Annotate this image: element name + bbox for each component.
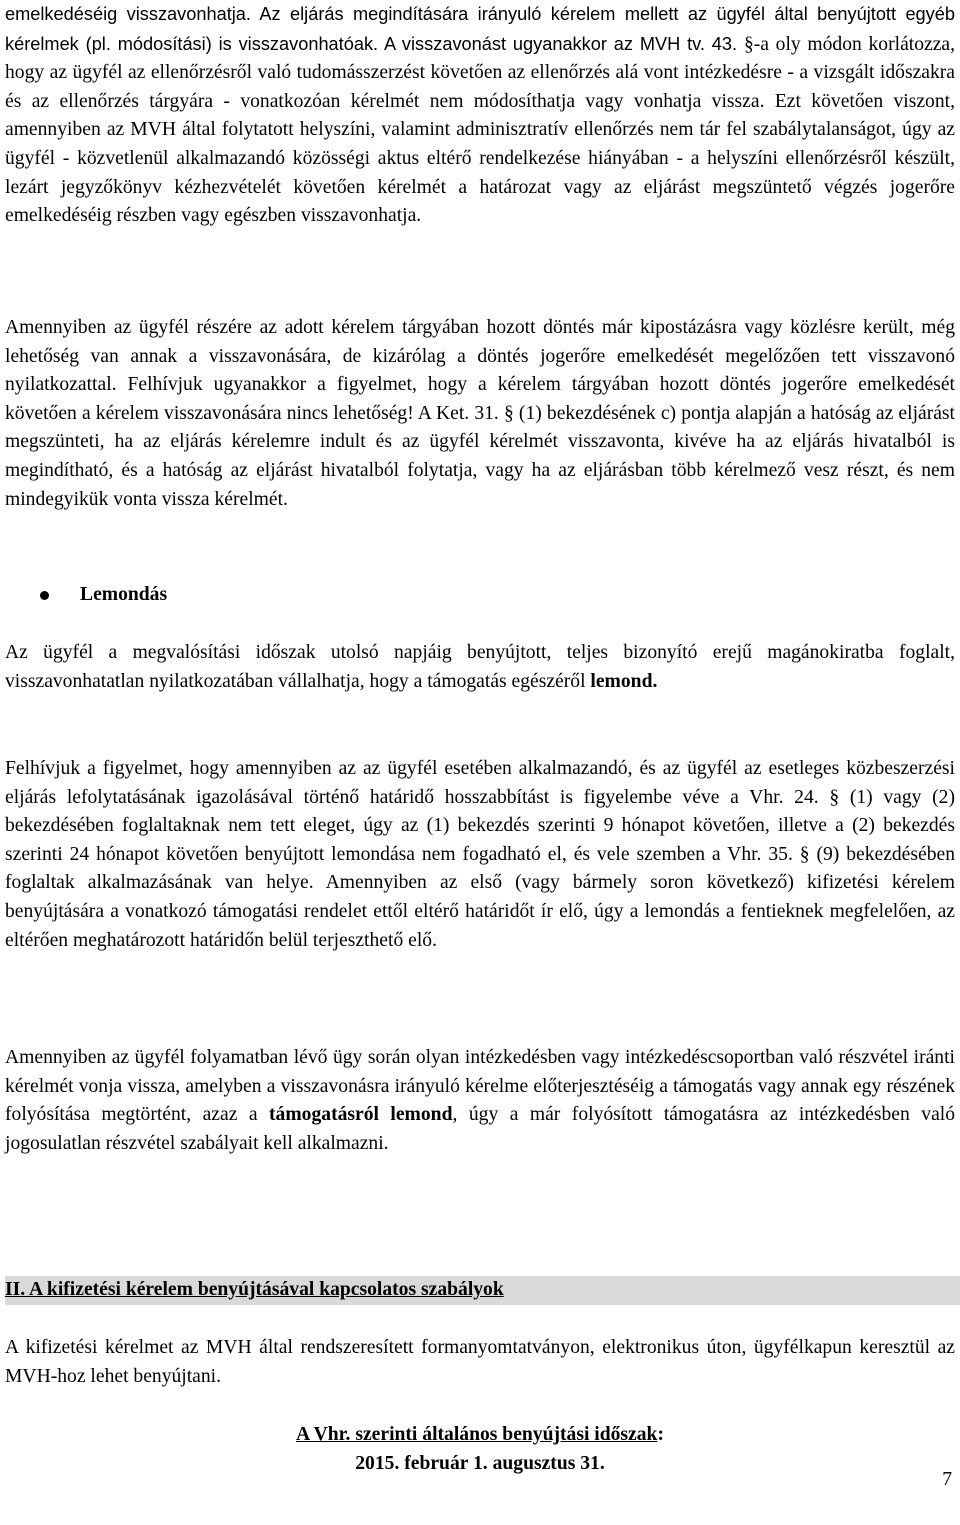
vhr-period-heading-text: A Vhr. szerinti általános benyújtási időszak (296, 1424, 658, 1445)
bullet-dot-icon (40, 591, 49, 600)
bullet-heading-lemondas (5, 581, 955, 610)
paragraph-text-arial: emelkedéséig visszavonhatja. Az eljárás megindítására irányuló kérelem mellett az ügyfél által benyújtott egyéb kérelmek (pl. módosítási) is visszavonhatóak. A visszavonást ugyanakkor az MVH tv. 43. (5, 4, 955, 54)
page-number: 7 (942, 1469, 952, 1490)
bold-period: . (652, 670, 658, 692)
paragraph-tamogatasrol-lemond (5, 1044, 955, 1158)
section-heading-title: II. A kifizetési kérelem benyújtásával kapcsolatos szabályok (5, 1279, 504, 1300)
paragraph-lemondas (5, 639, 955, 696)
paragraph-text: Amennyiben az ügyfél folyamatban lévő ügy során olyan intézkedésben vagy intézkedéscsoportban való részvétel iránti kérelmét vonja vissza, amelyben a visszavonásra irányuló kérelme előterjesztéséig a támogatás vagy annak egy részének folyósítása megtörtént, azaz a (5, 1047, 955, 1126)
paragraph-figyelmeztetes: Felhívjuk a figyelmet, hogy amennyiben az az ügyfél esetében alkalmazandó, és az ügyfél az esetleges közbeszerzési eljárás lefolytatásának igazolásával történő határidő hosszabbítást is figyelembe véve a Vhr. 24. § (1) vagy (2) bekezdésében foglaltaknak nem tett eleget, úgy az (1) bekezdés szerinti 9 hónapot követően, illetve a (2) bekezdés szerinti 24 hónapot követően benyújtott lemondása nem fogadható el, és vele szemben a Vhr. 35. § (9) bekezdésében foglaltak alkalmazásának van helye. Amennyiben az első (vagy bármely soron következő) kifizetési kérelem benyújtására a vonatkozó támogatási rendelet ettől eltérő határidőt ír elő, úgy a lemondás a fentieknek megfelelően, az eltérően meghatározott határidőn belül terjeszthető elő. (5, 758, 955, 951)
section-heading-ii (5, 1276, 960, 1305)
bold-term-lemond: lemond (590, 670, 653, 692)
paragraph-dontes-visszavonas: Amennyiben az ügyfél részére az adott kérelem tárgyában hozott döntés már kipostázásra vagy közlésre került, még lehetőség van annak a visszavonására, de kizárólag a döntés jogerőre emelkedését megelőzően tett visszavonó nyilatkozattal. Felhívjuk ugyanakkor a figyelmet, hogy a kérelem tárgyában hozott döntés jogerőre emelkedését követően a kérelem visszavonására nincs lehetőség! A Ket. 31. § (1) bekezdésének c) pontja alapján a hatóság az eljárást megszünteti, ha az eljárás kérelemre indult és az ügyfél kérelmét visszavonta, kivéve ha az eljárás hivatalból is megindítható, és a hatóság az eljárást hivatalból folytatja, vagy ha az eljárásban több kérelmező vesz részt, és nem mindegyikük vonta vissza kérelmét. (5, 317, 955, 510)
paragraph-text: , úgy a már folyósított támogatásra az intézkedésben való jogosulatlan részvétel szabályait kell alkalmazni. (5, 1104, 955, 1154)
paragraph-visszavonas-continued (5, 0, 955, 231)
vhr-period-heading (0, 1421, 960, 1450)
vhr-period-dates: 2015. február 1. augusztus 31. (355, 1453, 605, 1474)
bold-term-tamogatasrol-lemond: támogatásról lemond (269, 1104, 453, 1126)
bullet-heading-label: Lemondás (80, 584, 168, 605)
paragraph-benyujtas-modja: A kifizetési kérelmet az MVH által rendszeresített formanyomtatványon, elektronikus úton, ügyfélkapun keresztül az MVH-hoz lehet benyújtani. (5, 1337, 955, 1387)
paragraph-text: §-a oly módon korlátozza, hogy az ügyfél az ellenőrzésről való tudomásszerzést követően az ellenőrzés alá vont intézkedésre - a vizsgált időszakra és az ellenőrzés tárgyára - vonatkozóan kérelmét nem módosíthatja vagy vonhatja vissza. Ezt követően viszont, amennyiben az MVH által folytatott helyszíni, valamint adminisztratív ellenőrzés nem tár fel szabálytalanságot, úgy az ügyfél - közvetlenül alkalmazandó közösségi aktus eltérő rendelkezése hiányában - a helyszíni ellenőrzésről készült, lezárt jegyzőkönyv kézhezvételét követően kérelmét a határozat vagy az eljárást megszüntető végzés jogerőre emelkedéséig részben vagy egészben visszavonhatja. (5, 33, 955, 227)
paragraph-text: Az ügyfél a megvalósítási időszak utolsó napjáig benyújtott, teljes bizonyító erejű magánokiratba foglalt, visszavonhatatlan nyilatkozatában vállalhatja, hogy a támogatás egészéről (5, 642, 955, 692)
vhr-period-heading-colon: : (657, 1424, 664, 1445)
